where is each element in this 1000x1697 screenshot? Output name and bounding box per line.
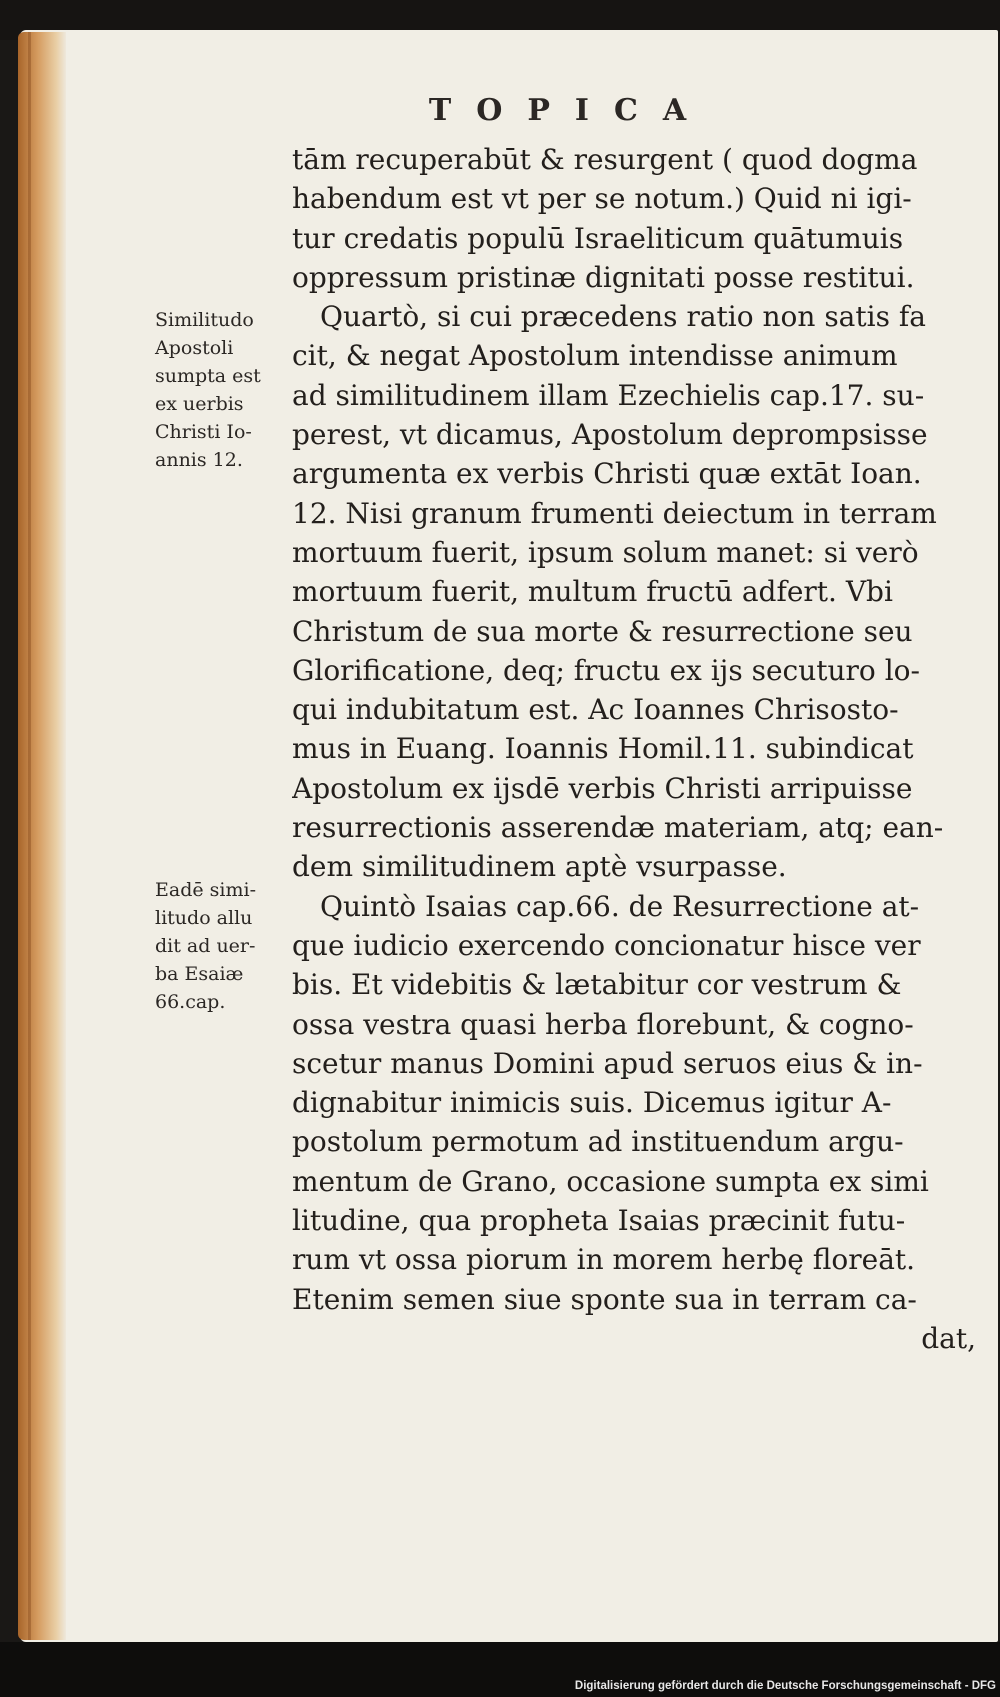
text-line: postolum permotum ad instituendum argu- — [292, 1125, 904, 1159]
text-line: habendum est vt per se notum.) Quid ni igi- — [292, 182, 912, 216]
margin-note-eadem — [155, 876, 285, 1016]
text-line: oppressum pristinæ dignitati posse restitui. — [292, 260, 915, 294]
text-line: rum vt ossa piorum in morem herbę floreāt. — [292, 1243, 916, 1277]
margin-note-line: 66.cap. — [155, 991, 226, 1013]
margin-note-line: Eadē simi- — [155, 879, 256, 901]
margin-note-line: Similitudo — [155, 309, 254, 331]
margin-note-line: ba Esaiæ — [155, 963, 244, 985]
margin-note-line: litudo allu — [155, 907, 253, 929]
text-line: bis. Et videbitis & lætabitur cor vestrum & — [292, 968, 902, 1002]
catchword: dat, — [921, 1321, 976, 1355]
text-line: mus in Euang. Ioannis Homil.11. subindicat — [292, 732, 914, 766]
margin-note-line: ex uerbis — [155, 393, 244, 415]
text-line: argumenta ex verbis Christi quæ extāt Ioan. — [292, 457, 922, 491]
text-line: Quartò, si cui præcedens ratio non satis fa — [320, 300, 926, 334]
text-line: cit, & negat Apostolum intendisse animum — [292, 339, 898, 373]
text-line: dignabitur inimicis suis. Dicemus igitur A- — [292, 1086, 892, 1120]
running-head: TOPICA — [428, 93, 712, 128]
text-line: qui indubitatum est. Ac Ioannes Chrisosto- — [292, 693, 899, 727]
text-line: tām recuperabūt & resurgent ( quod dogma — [292, 143, 918, 176]
text-line: Apostolum ex ijsdē verbis Christi arripuisse — [292, 771, 913, 805]
text-line: ad similitudinem illam Ezechielis cap.17. su- — [292, 378, 925, 412]
text-line: que iudicio exercendo concionatur hisce ver — [292, 928, 921, 962]
text-line: litudine, qua propheta Isaias præcinit futu- — [292, 1204, 906, 1238]
text-line: Etenim semen siue sponte sua in terram ca- — [292, 1282, 917, 1316]
margin-note-line: annis 12. — [155, 449, 243, 471]
margin-note-line: dit ad uer- — [155, 935, 256, 957]
margin-note-line: Apostoli — [155, 337, 234, 359]
margin-note-line: sumpta est — [155, 365, 261, 387]
text-line: mentum de Grano, occasione sumpta ex simi — [292, 1164, 929, 1198]
text-line: perest, vt dicamus, Apostolum deprompsisse — [292, 418, 928, 452]
text-line: dem similitudinem aptè vsurpasse. — [292, 850, 787, 884]
text-line: Glorificatione, deq; fructu ex ijs secuturo lo- — [292, 653, 920, 687]
page-fore-edge — [18, 32, 66, 1640]
text-line: Christum de sua morte & resurrectione seu — [292, 614, 913, 648]
text-line: Quintò Isaias cap.66. de Resurrectione at- — [320, 889, 920, 923]
margin-note-line: Christi Io- — [155, 421, 252, 443]
text-line: tur credatis populū Israeliticum quātumuis — [292, 221, 904, 255]
text-line: scetur manus Domini apud seruos eius & in- — [292, 1046, 923, 1080]
digitization-credit: Digitalisierung gefördert durch die Deutsche Forschungsgemeinschaft - DFG — [574, 1680, 996, 1692]
margin-note-similitudo — [155, 306, 285, 474]
text-line: 12. Nisi granum frumenti deiectum in terram — [292, 496, 937, 530]
text-line: mortuum fuerit, ipsum solum manet: si verò — [292, 535, 919, 569]
text-line: ossa vestra quasi herba florebunt, & cogno- — [292, 1007, 914, 1041]
body-text — [292, 140, 976, 1358]
text-line: resurrectionis asserendæ materiam, atq; ean- — [292, 811, 944, 845]
text-line: mortuum fuerit, multum fructū adfert. Vbi — [292, 575, 893, 609]
